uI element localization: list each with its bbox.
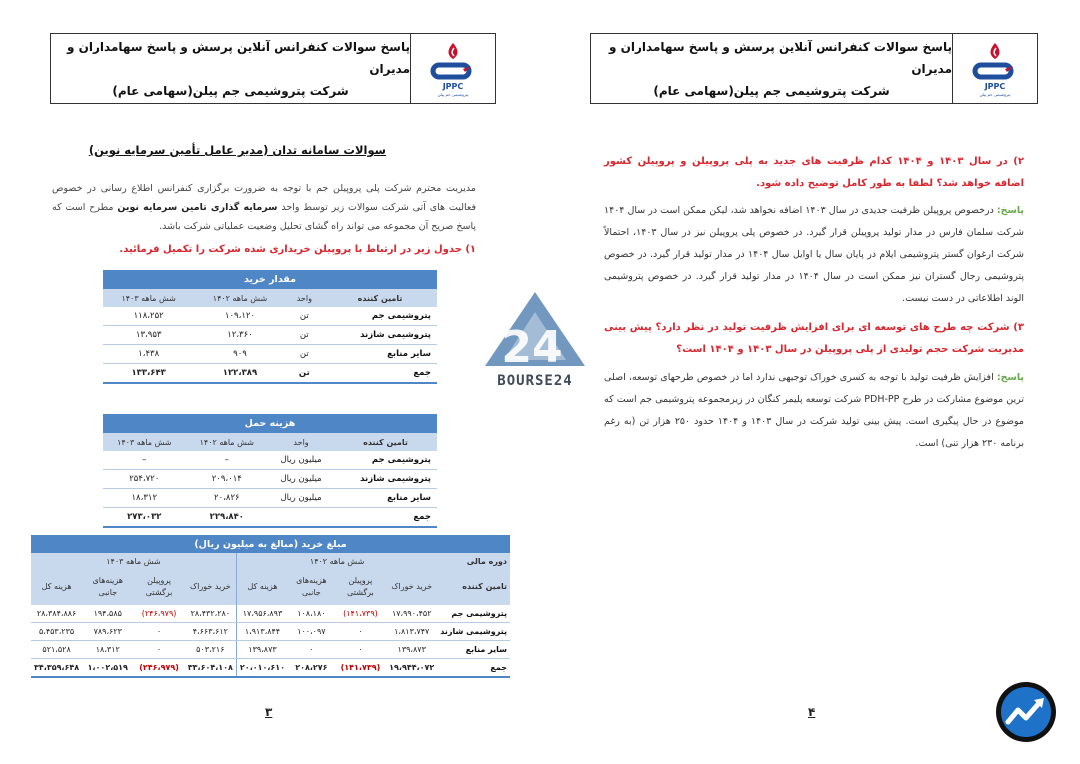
right-header	[590, 33, 1038, 104]
period-label: دوره مالی	[437, 553, 510, 569]
table-cell: ۲۸،۴۳۲،۲۸۰	[185, 605, 237, 623]
table-cell: (۲۴۶،۹۷۹)	[133, 659, 184, 678]
table-cell: ۱۹۴،۵۸۵	[82, 605, 133, 623]
table-cell: جمع	[323, 364, 437, 384]
column-header: تامین کننده	[323, 289, 437, 307]
table-cell: ۵۲۱،۵۲۸	[31, 641, 82, 659]
column-header: واحد	[286, 289, 323, 307]
table-cell: ۱۳۹،۸۷۳	[386, 641, 437, 659]
column-header: پروپیلن برگشتی	[133, 569, 184, 605]
header-line-1: پاسخ سوالات کنفرانس آنلاین پرسش و پاسخ سهامداران و مدیران	[609, 39, 952, 76]
header-line-1: پاسخ سوالات کنفرانس آنلاین پرسش و پاسخ سهامداران و مدیران	[67, 39, 410, 76]
table-cell: –	[103, 451, 186, 470]
table-total-row	[103, 364, 437, 384]
table-cell: پتروشیمی جم	[323, 307, 437, 326]
table-cell: سایر منابع	[437, 641, 510, 659]
period-1402-header: شش ماهه ۱۴۰۲	[236, 553, 437, 569]
company-logo	[952, 34, 1037, 103]
column-header: شش ماهه ۱۴۰۳	[103, 433, 186, 451]
table-cell: ۲۰۸،۲۷۶	[288, 659, 335, 678]
table-row	[103, 307, 437, 326]
table-row	[103, 345, 437, 364]
table-row	[103, 489, 437, 508]
question-2: ۲) در سال ۱۴۰۳ و ۱۴۰۴ کدام ظرفیت های جدید به پلی پروپیلن و پروپیلن کشور اضافه خواهد شد؟ لطفا به طور کامل توضیح داده شود.	[604, 156, 1024, 189]
table-cell: ۱۲،۳۶۰	[194, 326, 285, 345]
period-1403-header: شش ماهه ۱۴۰۳	[31, 553, 236, 569]
table-total-row	[103, 508, 437, 528]
table-cell: ۱۰۸،۱۸۰	[288, 605, 335, 623]
purchase-quantity-table	[103, 270, 437, 384]
header-line-2: شرکت پتروشیمی جم پیلن(سهامی عام)	[653, 83, 890, 98]
question-3: ۳) شرکت چه طرح های توسعه ای برای افزایش ظرفیت تولید در نظر دارد؟ پیش بینی مدیریت شرکت حجم تولیدی از پلی پروپیلن در سال ۱۴۰۳ و ۱۴۰۴ است؟	[604, 322, 1024, 355]
column-header: هزینه‌های جانبی	[82, 569, 133, 605]
header-line-2: شرکت پتروشیمی جم پیلن(سهامی عام)	[112, 83, 349, 98]
column-header: شش ماهه ۱۴۰۲	[186, 433, 269, 451]
table-cell: ۰	[133, 623, 184, 641]
table-cell: پتروشیمی جم	[437, 605, 510, 623]
table-cell: تن	[286, 345, 323, 364]
table-cell: ۵،۴۵۳،۲۳۵	[31, 623, 82, 641]
table-cell: ۱۸،۳۱۲	[82, 641, 133, 659]
answer-2-text: درخصوص پروپیلن ظرفیت جدیدی در سال ۱۴۰۳ اضافه نخواهد شد، لیکن ممکن است در سال ۱۴۰۴ شرکت سلمان فارس در مدار تولید پروپیلن قرار گیرد. در خصوص پلی پروپیلن نیز در سال ۱۴۰۳، احتمالاً شرکت ارغوان گستر پتروشیمی ایلام در پایان سال یا اوایل سال ۱۴۰۴ در مدار تولید قرار گیرد. در خصوص پتروشیمی رجال گستران نیز ممکن است در سال ۱۴۰۴ در مدار تولید قرار گیرد. در خصوص پتروشیمی الوند اطلاعاتی در دست نیست.	[604, 205, 1025, 304]
table-cell: ۲۸،۳۸۴،۸۸۶	[31, 605, 82, 623]
logo-text: JPPC	[984, 81, 1006, 91]
header-title-block	[591, 34, 952, 103]
table-cell: پتروشیمی شازند	[323, 326, 437, 345]
table-row	[31, 641, 510, 659]
column-header: واحد	[268, 433, 334, 451]
table-cell: میلیون ریال	[268, 451, 334, 470]
table-cell: ۰	[133, 641, 184, 659]
answer-2	[604, 200, 1024, 310]
table-cell: ۱،۴۳۸	[103, 345, 194, 364]
table-cell: ۱۳۹،۸۷۳	[236, 641, 288, 659]
table-cell: ۱۱۸،۲۵۲	[103, 307, 194, 326]
table-cell: ۲۰،۰۱۰،۶۱۰	[236, 659, 288, 678]
corner-badge	[994, 680, 1058, 744]
table-cell: پتروشیمی شازند	[334, 470, 437, 489]
table-caption: هزینه حمل	[103, 414, 437, 433]
answer-3-text: افزایش ظرفیت تولید با توجه به کسری خوراک توجیهی ندارد اما در خصوص طرحهای توسعه، اصلی ترین موضوع مشارکت در طرح PDH-PP شرکت توسعه پلیمر کنگان در زیرمجموعه پتروشیمی جم است که موضوع در حال پیگیری است. پیش بینی تولید شرکت در سال ۱۴۰۳ و ۱۴۰۴ حدود ۲۵۰ هزار تن (به رغم برنامه ۲۳۰ هزار تنی) است.	[604, 372, 1025, 449]
table-cell: ۱۸،۳۱۲	[103, 489, 186, 508]
table-caption: مبلغ خرید (مبالغ به میلیون ریال)	[31, 535, 510, 553]
page-number: ۴	[808, 705, 816, 719]
table-row	[103, 470, 437, 489]
watermark-text: BOURSE24	[497, 373, 573, 389]
table-cell: جمع	[437, 659, 510, 678]
table-cell: ۵۰۳،۲۱۶	[185, 641, 237, 659]
table-cell: ۷۸۹،۶۲۳	[82, 623, 133, 641]
table-cell: ۲۰،۸۲۶	[186, 489, 269, 508]
intro-paragraph	[52, 179, 476, 236]
table-cell: ۱۰۰،۰۹۷	[288, 623, 335, 641]
table-row	[31, 623, 510, 641]
table-row	[103, 451, 437, 470]
logo-subtext: پتروشیمی جم پیلن	[979, 91, 1011, 97]
column-header: هزینه‌های جانبی	[288, 569, 335, 605]
table-cell: ۰	[335, 641, 386, 659]
table-cell: سایر منابع	[334, 489, 437, 508]
company-logo	[410, 34, 495, 103]
table-cell: (۱۴۱،۷۳۹)	[335, 605, 386, 623]
table-cell: (۱۴۱،۷۳۹)	[335, 659, 386, 678]
table-cell: ۰	[288, 641, 335, 659]
header-title-block	[51, 34, 410, 103]
column-header: خرید خوراک	[386, 569, 437, 605]
table-cell: ۱۷،۹۹۰،۴۵۲	[386, 605, 437, 623]
answer-3	[604, 367, 1024, 455]
table-cell: ۳۳،۶۰۴،۱۰۸	[185, 659, 237, 678]
table-cell: ۲۵۴،۷۲۰	[103, 470, 186, 489]
table-cell: ۱۷،۹۵۶،۸۹۳	[236, 605, 288, 623]
table-cell: ۱۲۲،۳۸۹	[194, 364, 285, 384]
table-cell: پتروشیمی شازند	[437, 623, 510, 641]
table-caption: مقدار خرید	[103, 270, 437, 289]
table-cell: ۰	[335, 623, 386, 641]
column-header: پروپیلن برگشتی	[335, 569, 386, 605]
answer-label: پاسخ:	[996, 372, 1024, 383]
table-row	[31, 605, 510, 623]
table-cell: ۹۰۹	[194, 345, 285, 364]
table-cell: ۴،۶۶۳،۶۱۲	[185, 623, 237, 641]
transport-cost-table	[103, 414, 437, 528]
column-header: خرید خوراک	[185, 569, 237, 605]
table-cell: ۱۹،۹۴۴،۰۷۲	[386, 659, 437, 678]
table-cell: ۱،۸۱۳،۷۴۷	[386, 623, 437, 641]
intro-bold: سرمایه گذاری تامین سرمایه نوین	[117, 202, 278, 213]
answer-label: پاسخ:	[996, 205, 1024, 216]
table-cell: میلیون ریال	[268, 489, 334, 508]
table-cell: ۱۳۳،۶۴۳	[103, 364, 194, 384]
table-cell: تن	[286, 307, 323, 326]
purchase-amount-table	[31, 535, 510, 678]
table-row	[103, 326, 437, 345]
section-title: سوالات سامانه تدان (مدیر عامل تأمین سرمایه نوین)	[88, 143, 386, 157]
page-number: ۳	[265, 705, 273, 719]
table-cell	[268, 508, 334, 528]
logo-subtext: پتروشیمی جم پیلن	[437, 91, 469, 97]
left-header	[50, 33, 496, 104]
table-cell: –	[186, 451, 269, 470]
column-header: شش ماهه ۱۴۰۲	[194, 289, 285, 307]
intro-part-1: مدیریت محترم شرکت پلی پروپیلن جم با توجه به ضرورت برگزاری کنفرانس اطلاع رسانی در خصوص فعالیت های آتی شرکت سوالات زیر توسط واحد	[52, 183, 476, 213]
jppc-logo-icon	[423, 39, 483, 99]
table-cell: تن	[286, 326, 323, 345]
table-cell: ۱۳،۹۵۳	[103, 326, 194, 345]
table-cell: ۲۰۹،۰۱۴	[186, 470, 269, 489]
column-header: هزینه کل	[236, 569, 288, 605]
intro-part-2: مطرح است که پاسخ صریح آن مجموعه می تواند راه گشای تحلیل وضعیت عملیاتی شرکت باشد.	[52, 202, 476, 232]
table-cell: میلیون ریال	[268, 470, 334, 489]
watermark-digits: 24	[501, 322, 563, 373]
supplier-label: تامین کننده	[437, 569, 510, 605]
table-cell: ۲۲۹،۸۴۰	[186, 508, 269, 528]
trend-chart-icon	[994, 680, 1058, 744]
table-cell: جمع	[334, 508, 437, 528]
right-page	[540, 0, 1080, 764]
table-cell: ۱۰۹،۱۲۰	[194, 307, 285, 326]
table-total-row	[31, 659, 510, 678]
table-cell: ۱،۰۰۲،۵۱۹	[82, 659, 133, 678]
table-cell: تن	[286, 364, 323, 384]
table-cell: ۳۴،۳۵۹،۶۴۸	[31, 659, 82, 678]
column-header: هزینه کل	[31, 569, 82, 605]
table-cell: ۱،۹۱۳،۸۴۴	[236, 623, 288, 641]
table-cell: ۲۷۳،۰۳۲	[103, 508, 186, 528]
logo-text: JPPC	[442, 81, 464, 91]
jppc-logo-icon	[965, 39, 1025, 99]
table-cell: (۲۴۶،۹۷۹)	[133, 605, 184, 623]
table-cell: سایر منابع	[323, 345, 437, 364]
question-1: ۱) جدول زیر در ارتباط با پروپیلن خریداری شده شرکت را تکمیل فرمائید.	[119, 244, 476, 255]
table-cell: پتروشیمی جم	[334, 451, 437, 470]
column-header: تامین کننده	[334, 433, 437, 451]
column-header: شش ماهه ۱۴۰۳	[103, 289, 194, 307]
